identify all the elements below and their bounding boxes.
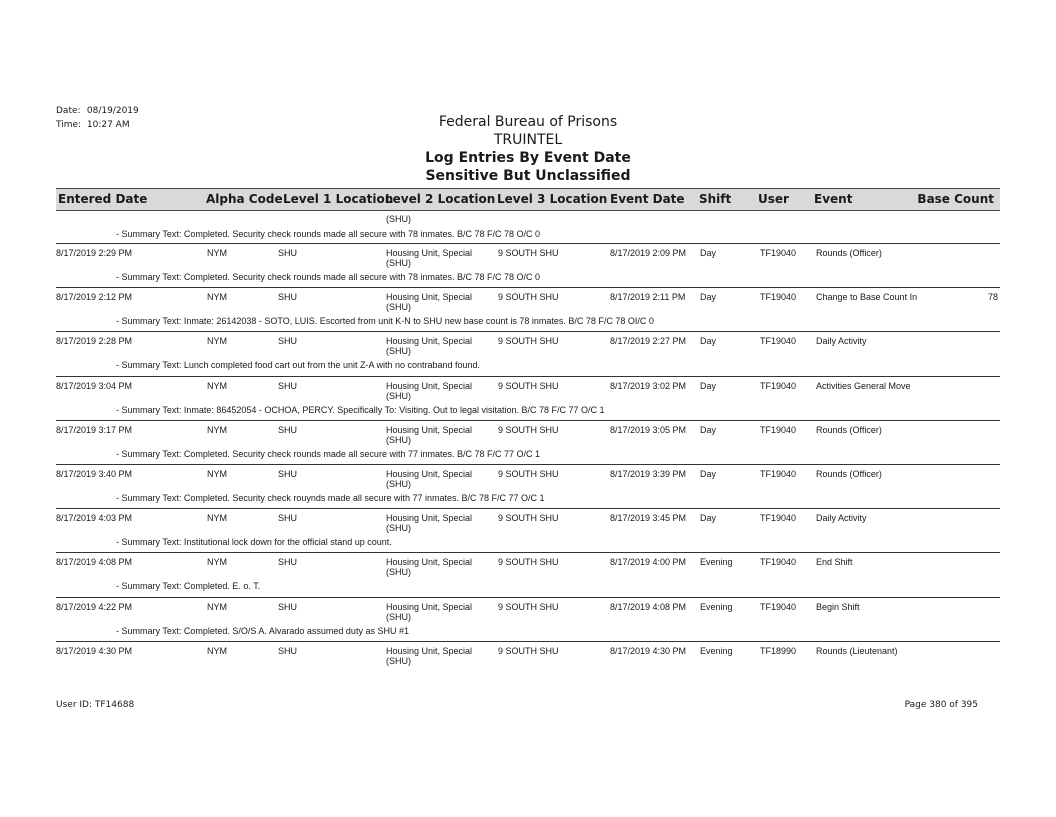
cell-user: TF19040	[760, 424, 797, 435]
cell-level2-location-cont: (SHU)	[386, 346, 411, 357]
cell-user: TF19040	[760, 248, 797, 258]
cell-level3-location: 9 SOUTH SHU	[498, 292, 559, 303]
cell-event-date: 8/17/2019 4:08 PM	[610, 601, 687, 612]
cell-alpha-code: NYM	[207, 336, 227, 347]
col-event-date: Event Date	[610, 192, 685, 206]
row-divider	[56, 243, 1000, 244]
report-time	[56, 120, 130, 130]
cell-shift: Day	[700, 513, 717, 524]
cell-base-count: 78	[987, 292, 998, 303]
cell-level2-location: Housing Unit, Special	[386, 469, 473, 479]
cell-level1-location: SHU	[278, 601, 298, 612]
col-level2-location: Level 2 Location	[385, 192, 496, 206]
cell-level2-location: Housing Unit, Special	[386, 557, 473, 568]
cell-entered-date: 8/17/2019 2:28 PM	[56, 336, 133, 347]
cell-level2-location-cont: (SHU)	[386, 479, 411, 489]
cell-shift: Evening	[700, 557, 733, 568]
cell-event-date: 8/17/2019 3:39 PM	[610, 469, 687, 479]
cell-event: End Shift	[816, 557, 853, 568]
col-user: User	[758, 192, 789, 206]
report-date	[56, 106, 139, 116]
row-divider	[56, 464, 1000, 465]
cell-alpha-code: NYM	[207, 513, 227, 524]
summary-text: - Summary Text: Completed. Security check rounds made all secure with 77 inmates. B/C 78 F/C 77 O/C 1	[116, 448, 541, 459]
cell-event-date: 8/17/2019 3:02 PM	[610, 380, 687, 391]
date-label: Date:	[56, 106, 81, 116]
cell-user: TF19040	[760, 292, 797, 303]
cell-user: TF18990	[760, 645, 797, 656]
col-event: Event	[814, 192, 853, 206]
cell-event-date: 8/17/2019 2:27 PM	[610, 336, 687, 347]
cell-shift: Evening	[700, 601, 733, 612]
col-shift: Shift	[699, 192, 732, 206]
row-divider	[56, 287, 1000, 288]
cell-entered-date: 8/17/2019 4:08 PM	[56, 557, 133, 568]
cell-entered-date: 8/17/2019 4:03 PM	[56, 513, 133, 524]
cell-alpha-code: NYM	[207, 601, 227, 612]
cell-event: Rounds (Officer)	[816, 469, 882, 479]
cell-event: Daily Activity	[816, 336, 867, 347]
cell-level2-location: Housing Unit, Special	[386, 248, 473, 258]
cell-alpha-code: NYM	[207, 292, 227, 303]
cell-level1-location: SHU	[278, 248, 298, 258]
page-number: Page 380 of 395	[904, 700, 978, 710]
cell-shift: Day	[700, 380, 717, 391]
cell-user: TF19040	[760, 513, 797, 524]
cell-level1-location: SHU	[278, 645, 298, 656]
carryover-level2: (SHU)	[386, 214, 411, 224]
row-divider	[56, 641, 1000, 642]
cell-event: Rounds (Officer)	[816, 248, 882, 258]
date-value: 08/19/2019	[86, 106, 139, 116]
user-id-value: TF14688	[94, 700, 135, 710]
col-base-count: Base Count	[917, 192, 994, 206]
cell-level2-location: Housing Unit, Special	[386, 336, 473, 347]
cell-event: Rounds (Lieutenant)	[816, 645, 898, 656]
cell-level2-location: Housing Unit, Special	[386, 380, 473, 391]
cell-level1-location: SHU	[278, 557, 298, 568]
title-classification: Sensitive But Unclassified	[425, 168, 631, 184]
cell-level2-location-cont: (SHU)	[386, 434, 411, 445]
cell-level2-location-cont: (SHU)	[386, 258, 411, 268]
cell-level3-location: 9 SOUTH SHU	[498, 645, 559, 656]
cell-shift: Day	[700, 469, 717, 479]
cell-event-date: 8/17/2019 4:30 PM	[610, 645, 687, 656]
cell-entered-date: 8/17/2019 3:17 PM	[56, 424, 133, 435]
cell-entered-date: 8/17/2019 4:30 PM	[56, 645, 133, 656]
summary-text: - Summary Text: Lunch completed food cart out from the unit Z-A with no contraband found.	[116, 360, 481, 371]
report-titles	[300, 113, 756, 185]
row-divider	[56, 508, 1000, 509]
cell-entered-date: 8/17/2019 2:12 PM	[56, 292, 133, 303]
cell-alpha-code: NYM	[207, 645, 227, 656]
cell-user: TF19040	[760, 469, 797, 479]
cell-user: TF19040	[760, 557, 797, 568]
cell-event-date: 8/17/2019 2:11 PM	[610, 292, 686, 303]
cell-level1-location: SHU	[278, 424, 298, 435]
cell-level1-location: SHU	[278, 336, 298, 347]
title-report: Log Entries By Event Date	[425, 150, 631, 166]
cell-level2-location: Housing Unit, Special	[386, 292, 473, 303]
cell-shift: Evening	[700, 645, 733, 656]
cell-alpha-code: NYM	[207, 424, 227, 435]
cell-alpha-code: NYM	[207, 380, 227, 391]
cell-level2-location-cont: (SHU)	[386, 567, 411, 578]
cell-level3-location: 9 SOUTH SHU	[498, 248, 559, 258]
row-divider	[56, 552, 1000, 553]
carryover-summary: - Summary Text: Completed. Security check rounds made all secure with 78 inmates. B/C 78 F/C 78 O/C 0	[116, 229, 541, 239]
cell-entered-date: 8/17/2019 2:29 PM	[56, 248, 133, 258]
cell-level2-location: Housing Unit, Special	[386, 601, 473, 612]
cell-level3-location: 9 SOUTH SHU	[498, 380, 559, 391]
summary-text: - Summary Text: Inmate: 86452054 - OCHOA, PERCY. Specifically To: Visiting. Out to legal visitation. B/C 78 F/C 77 O/C 1	[116, 404, 605, 415]
cell-event: Begin Shift	[816, 601, 860, 612]
col-entered-date: Entered Date	[58, 192, 148, 206]
col-level3-location: Level 3 Location	[497, 192, 608, 206]
cell-shift: Day	[700, 248, 717, 258]
cell-event-date: 8/17/2019 2:09 PM	[610, 248, 687, 258]
cell-level2-location-cont: (SHU)	[386, 523, 411, 534]
summary-text: - Summary Text: Completed. Security check rouynds made all secure with 77 inmates. B/C 78 F/C 77 O/C 1	[116, 493, 545, 503]
time-label: Time:	[56, 120, 82, 130]
cell-event: Rounds (Officer)	[816, 424, 882, 435]
row-divider	[56, 376, 1000, 377]
summary-text: - Summary Text: Completed. Security check rounds made all secure with 78 inmates. B/C 78 F/C 78 O/C 0	[116, 272, 541, 282]
cell-level2-location-cont: (SHU)	[386, 390, 411, 401]
cell-level3-location: 9 SOUTH SHU	[498, 336, 559, 347]
cell-level1-location: SHU	[278, 513, 298, 524]
title-agency: Federal Bureau of Prisons	[438, 114, 618, 130]
cell-user: TF19040	[760, 601, 797, 612]
cell-level1-location: SHU	[278, 292, 298, 303]
cell-event: Daily Activity	[816, 513, 867, 524]
cell-event-date: 8/17/2019 3:05 PM	[610, 424, 687, 435]
summary-text: - Summary Text: Completed. S/O/S A. Alvarado assumed duty as SHU #1	[116, 625, 409, 636]
footer-user	[56, 700, 134, 710]
cell-level3-location: 9 SOUTH SHU	[498, 513, 559, 524]
title-system: TRUINTEL	[493, 132, 563, 148]
summary-text: - Summary Text: Inmate: 26142038 - SOTO, LUIS. Escorted from unit K-N to SHU new base count is 78 inmates. B/C 78 F/C 78 OI/C 0	[116, 316, 654, 327]
row-divider	[56, 420, 1000, 421]
col-level1-location: Level 1 Location	[283, 192, 394, 206]
cell-level2-location: Housing Unit, Special	[386, 424, 473, 435]
cell-level3-location: 9 SOUTH SHU	[498, 469, 559, 479]
row-divider	[56, 597, 1000, 598]
cell-shift: Day	[700, 336, 717, 347]
cell-shift: Day	[700, 292, 717, 303]
cell-level3-location: 9 SOUTH SHU	[498, 424, 559, 435]
summary-text: - Summary Text: Institutional lock down for the official stand up count.	[116, 537, 392, 548]
cell-shift: Day	[700, 424, 717, 435]
column-header-row	[56, 188, 1000, 211]
cell-entered-date: 8/17/2019 4:22 PM	[56, 601, 133, 612]
cell-entered-date: 8/17/2019 3:40 PM	[56, 469, 133, 479]
cell-event: Activities General Move	[816, 380, 911, 391]
cell-level2-location-cont: (SHU)	[386, 302, 411, 313]
cell-event: Change to Base Count In	[816, 292, 918, 303]
cell-level3-location: 9 SOUTH SHU	[498, 557, 559, 568]
cell-level1-location: SHU	[278, 469, 298, 479]
cell-alpha-code: NYM	[207, 557, 227, 568]
cell-level2-location: Housing Unit, Special	[386, 513, 473, 524]
cell-alpha-code: NYM	[207, 469, 227, 479]
cell-entered-date: 8/17/2019 3:04 PM	[56, 380, 133, 391]
time-value: 10:27 AM	[86, 120, 130, 130]
cell-user: TF19040	[760, 380, 797, 391]
cell-level2-location: Housing Unit, Special	[386, 645, 473, 656]
cell-level2-location-cont: (SHU)	[386, 611, 411, 622]
user-id-label: User ID:	[56, 700, 92, 710]
row-divider	[56, 331, 1000, 332]
summary-text: - Summary Text: Completed. E. o. T.	[116, 581, 261, 592]
cell-event-date: 8/17/2019 3:45 PM	[610, 513, 687, 524]
cell-level3-location: 9 SOUTH SHU	[498, 601, 559, 612]
cell-user: TF19040	[760, 336, 797, 347]
cell-level2-location-cont: (SHU)	[386, 655, 411, 666]
col-alpha-code: Alpha Code	[206, 192, 283, 206]
cell-level1-location: SHU	[278, 380, 298, 391]
cell-event-date: 8/17/2019 4:00 PM	[610, 557, 687, 568]
cell-alpha-code: NYM	[207, 248, 227, 258]
